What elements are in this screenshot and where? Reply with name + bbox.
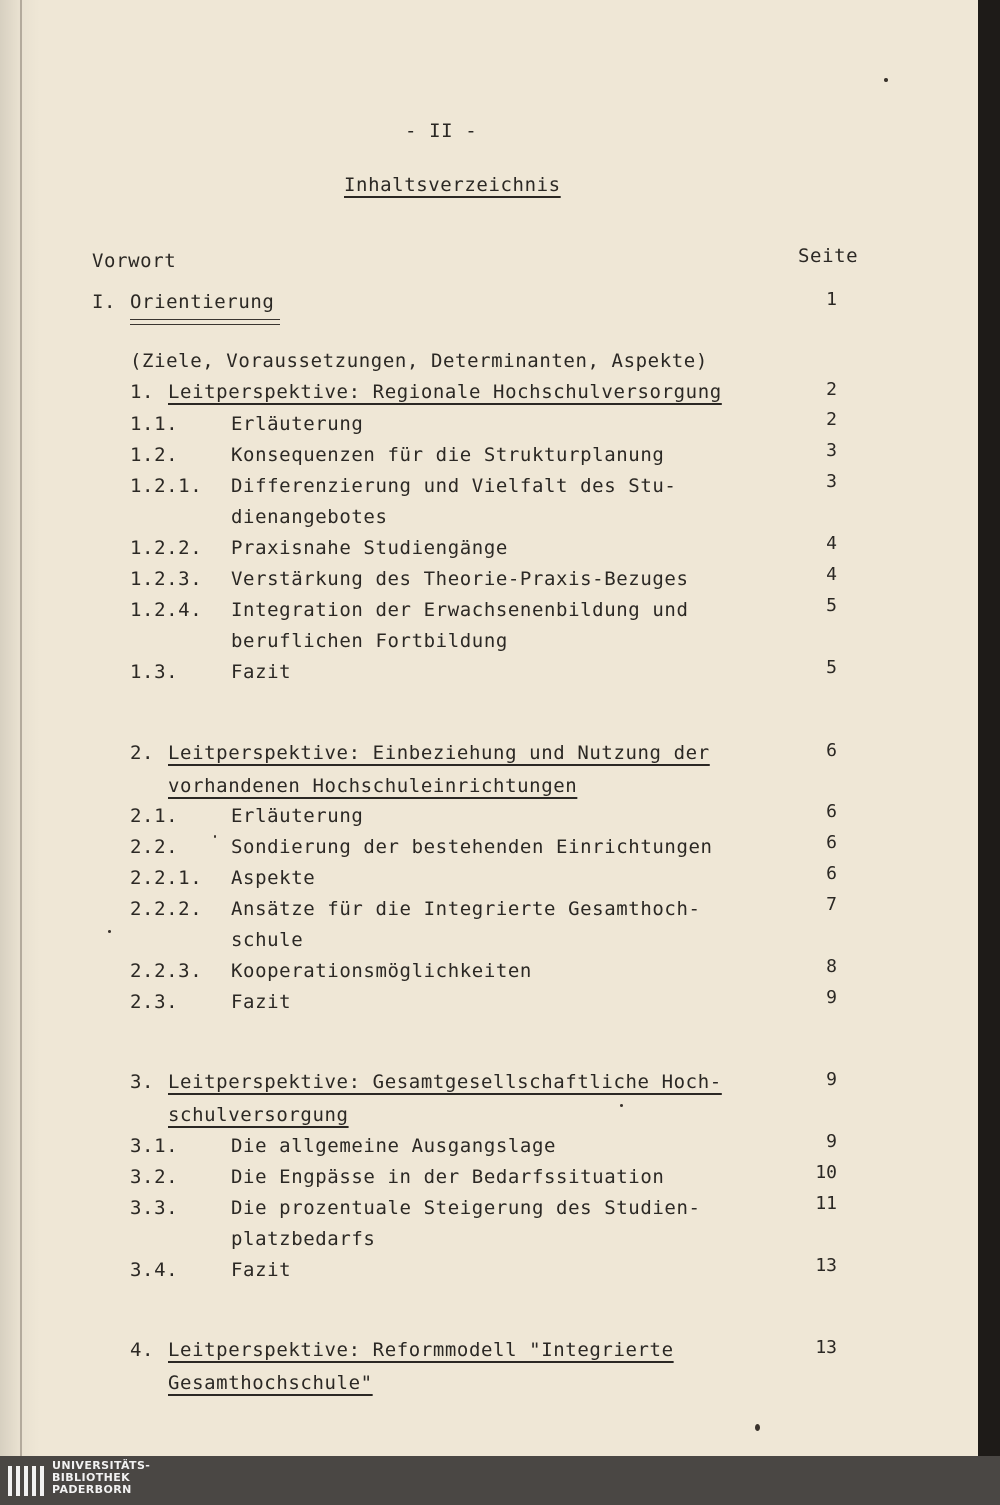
section-heading: Gesamthochschule"	[168, 1372, 373, 1394]
toc-entry-number: 1.2.4.	[130, 599, 203, 621]
toc-entry-number: 3.1.	[130, 1135, 179, 1157]
section-heading: Leitperspektive: Reformmodell "Integrierte	[168, 1339, 674, 1361]
toc-entry-number: 1.1.	[130, 413, 179, 435]
section-heading: Leitperspektive: Regionale Hochschulversorgung	[168, 381, 722, 403]
toc-page-number: 9	[826, 1131, 837, 1152]
paper-speck	[620, 1104, 623, 1107]
toc-entry-number: 3.2.	[130, 1166, 179, 1188]
toc-page-number: 5	[826, 595, 837, 616]
toc-entry-title: platzbedarfs	[231, 1228, 376, 1250]
section-number: 2.	[130, 742, 155, 764]
toc-page-number: 3	[826, 440, 837, 461]
toc-entry-number: 2.2.2.	[130, 898, 203, 920]
toc-entry-number: 2.2.3.	[130, 960, 203, 982]
toc-entry-title: Die allgemeine Ausgangslage	[231, 1135, 557, 1157]
toc-entry-title: Aspekte	[231, 867, 316, 889]
toc-entry-number: 2.2.	[130, 836, 179, 858]
toc-entry-title: Ansätze für die Integrierte Gesamthoch-	[231, 898, 701, 920]
toc-vorwort: Vorwort	[92, 250, 177, 272]
toc-page-number: 4	[826, 564, 837, 585]
toc-page-number: 13	[815, 1337, 837, 1358]
toc-entry-title: Konsequenzen für die Strukturplanung	[231, 444, 665, 466]
library-name	[52, 1460, 150, 1496]
toc-entry-number: 1.2.3.	[130, 568, 203, 590]
toc-entry-number: 1.3.	[130, 661, 179, 683]
chapter-title: Orientierung	[130, 291, 275, 313]
chapter-number: I.	[92, 291, 117, 313]
toc-entry-title: Erläuterung	[231, 805, 364, 827]
column-header-seite: Seite	[798, 245, 859, 267]
toc-page-number: 5	[826, 657, 837, 678]
section-heading: Leitperspektive: Einbeziehung und Nutzung der	[168, 742, 710, 764]
section-number: 1.	[130, 381, 155, 403]
toc-page-number: 2	[826, 379, 837, 400]
toc-page-number: 10	[815, 1162, 837, 1183]
toc-page-number: 9	[826, 987, 837, 1008]
section-number: 4.	[130, 1339, 155, 1361]
chapter-underline	[130, 324, 280, 325]
paper-speck	[884, 78, 888, 82]
toc-entry-number: 3.3.	[130, 1197, 179, 1219]
toc-page-number: 6	[826, 801, 837, 822]
toc-entry-title: beruflichen Fortbildung	[231, 630, 508, 652]
toc-entry-number: 1.2.	[130, 444, 179, 466]
paper-speck	[214, 835, 216, 838]
library-name-line: PADERBORN	[52, 1483, 132, 1496]
toc-entry-title: dienangebotes	[231, 506, 388, 528]
toc-page-number: 2	[826, 409, 837, 430]
toc-page-number: 8	[826, 956, 837, 977]
toc-entry-number: 2.1.	[130, 805, 179, 827]
toc-entry-title: Verstärkung des Theorie-Praxis-Bezuges	[231, 568, 689, 590]
toc-entry-number: 2.2.1.	[130, 867, 203, 889]
paper-speck	[755, 1424, 760, 1431]
toc-entry-number: 1.2.1.	[130, 475, 203, 497]
section-heading: Leitperspektive: Gesamtgesellschaftliche Hoch-	[168, 1071, 722, 1093]
toc-entry-title: Die prozentuale Steigerung des Studien-	[231, 1197, 701, 1219]
section-heading: vorhandenen Hochschuleinrichtungen	[168, 775, 578, 797]
chapter-subtitle: (Ziele, Voraussetzungen, Determinanten, Aspekte)	[130, 350, 708, 372]
binding-shadow	[20, 0, 22, 1456]
toc-page-number: 3	[826, 471, 837, 492]
toc-entry-number: 1.2.2.	[130, 537, 203, 559]
page-title: Inhaltsverzeichnis	[344, 174, 561, 196]
toc-entry-title: Integration der Erwachsenenbildung und	[231, 599, 689, 621]
library-name-line: BIBLIOTHEK	[52, 1471, 131, 1484]
toc-page-number: 1	[826, 289, 837, 310]
toc-entry-title: Differenzierung und Vielfalt des Stu-	[231, 475, 677, 497]
toc-entry-title: Fazit	[231, 1259, 292, 1281]
toc-entry-title: Fazit	[231, 991, 292, 1013]
toc-page-number: 13	[815, 1255, 837, 1276]
page-edge-shadow	[978, 0, 1000, 1456]
library-logo-icon	[6, 1460, 46, 1500]
chapter-underline	[130, 319, 280, 320]
paper-speck	[108, 930, 111, 933]
toc-entry-title: schule	[231, 929, 304, 951]
toc-entry-number: 3.4.	[130, 1259, 179, 1281]
toc-entry-title: Die Engpässe in der Bedarfssituation	[231, 1166, 665, 1188]
toc-page-number: 6	[826, 832, 837, 853]
toc-page-number: 4	[826, 533, 837, 554]
section-number: 3.	[130, 1071, 155, 1093]
toc-page-number: 6	[826, 740, 837, 761]
toc-entry-title: Fazit	[231, 661, 292, 683]
toc-entry-number: 2.3.	[130, 991, 179, 1013]
toc-entry-title: Sondierung der bestehenden Einrichtungen	[231, 836, 713, 858]
toc-page-number: 11	[815, 1193, 837, 1214]
library-name-line: UNIVERSITÄTS-	[52, 1459, 151, 1472]
toc-page-number: 9	[826, 1069, 837, 1090]
toc-entry-title: Erläuterung	[231, 413, 364, 435]
library-footer	[0, 1456, 1000, 1505]
section-heading: schulversorgung	[168, 1104, 349, 1126]
toc-entry-title: Kooperationsmöglichkeiten	[231, 960, 532, 982]
toc-entry-title: Praxisnahe Studiengänge	[231, 537, 508, 559]
toc-page-number: 7	[826, 894, 837, 915]
page-number: - II -	[405, 120, 478, 142]
toc-page-number: 6	[826, 863, 837, 884]
